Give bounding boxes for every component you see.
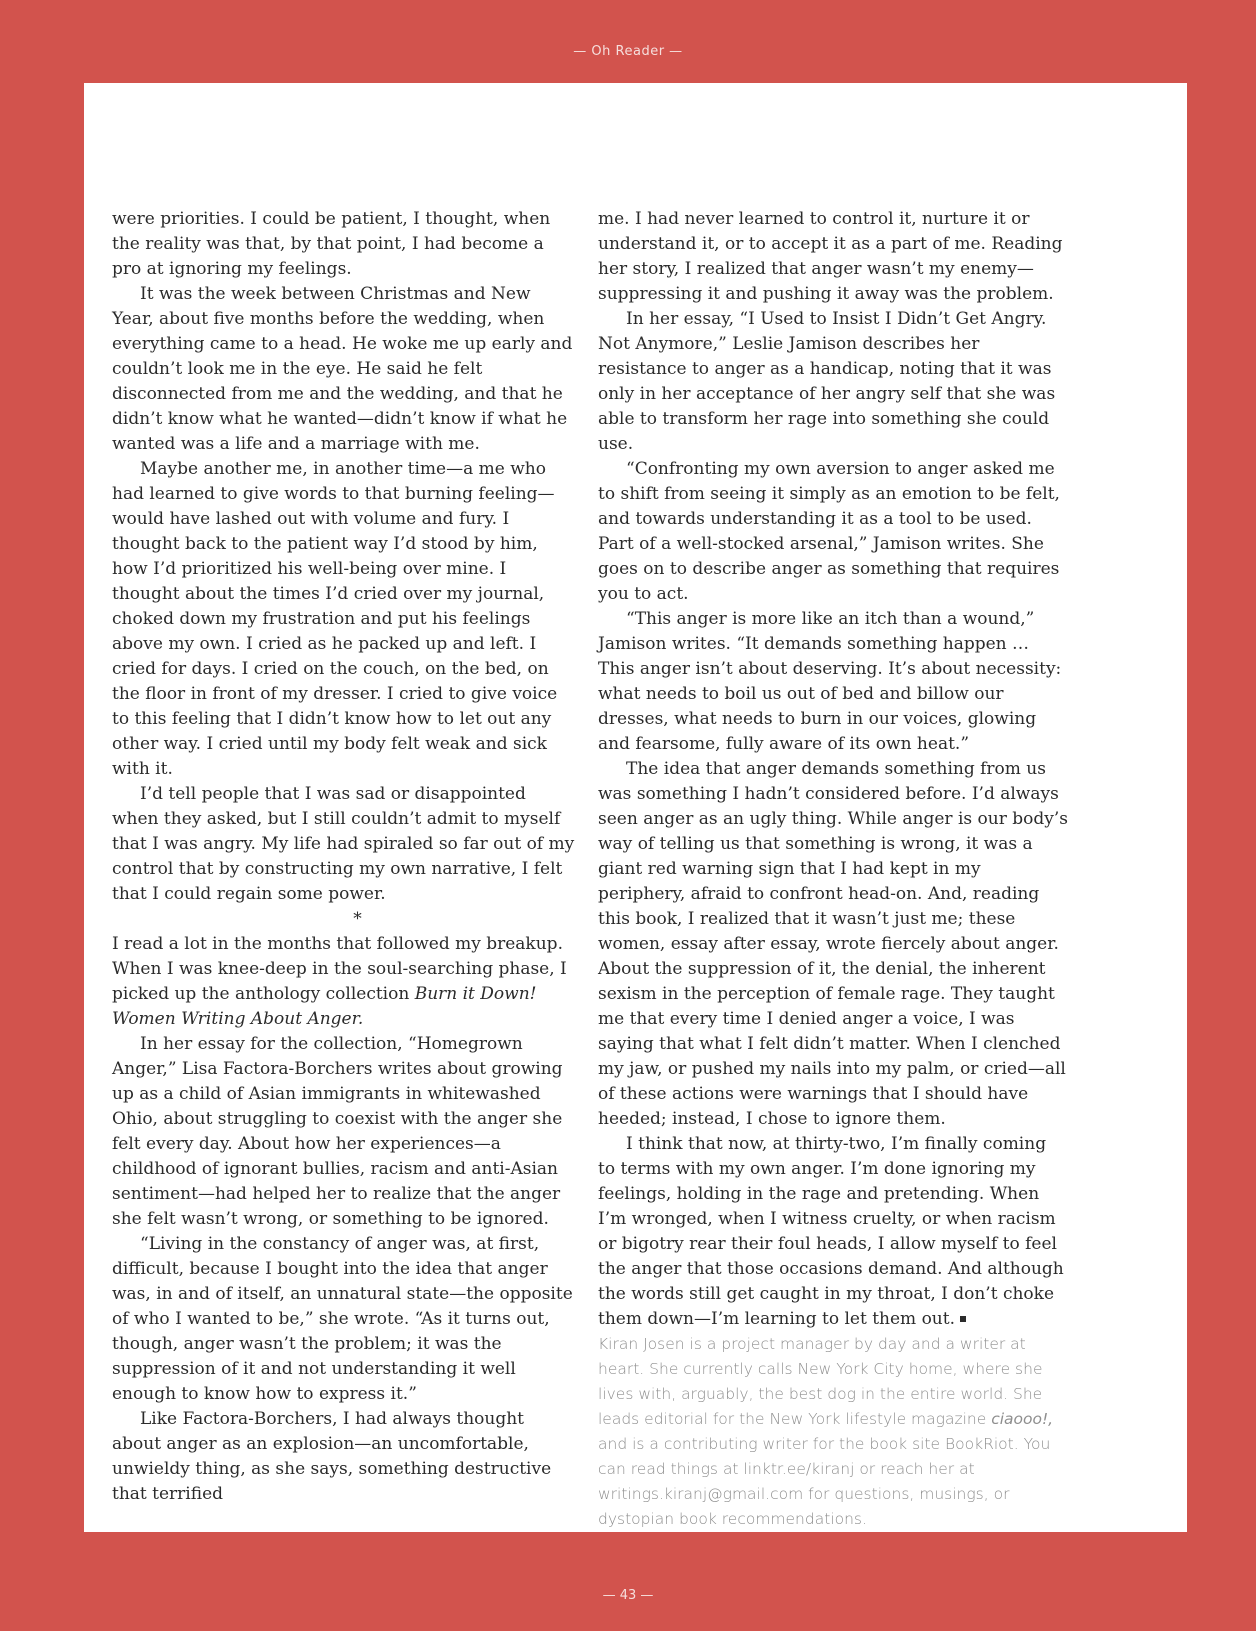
paragraph: Like Factora-Borchers, I had always thought about anger as an explosion—an uncomfortable, unwieldy thing, as she says, something destructive that terrified — [112, 1409, 552, 1504]
running-head: — Oh Reader — — [573, 44, 683, 59]
paragraph: In her essay for the collection, “Homegrown Anger,” Lisa Factora-Borchers writes about growing up as a child of Asian immigrants in whitewashed Ohio, about struggling to coexist with the anger she felt every day. About how her experiences—a childhood of ignorant bullies, racism and anti-Asian sentiment—had helped her to realize that the anger she felt wasn’t wrong, or something to be ignored. — [112, 1034, 563, 1229]
book-title: Burn it Down! Women Writing About Anger. — [112, 984, 537, 1029]
paragraph: “Confronting my own aversion to anger asked me to shift from seeing it simply as an emotion to be felt, and towards understanding it as a tool to be used. Part of a well-stocked arsenal,” Jamison writes. She goes on to describe anger as something that requires you to act. — [598, 459, 1060, 604]
paragraph: were priorities. I could be patient, I thought, when the reality was that, by that point, I had become a pro at ignoring my feelings. — [112, 209, 551, 279]
bio-text: Kiran Josen is a project manager by day and a writer at heart. She currently calls New York City home, where she lives with, arguably, the best dog in the entire world. She leads editorial for the New York lifestyle magazine — [598, 1335, 1043, 1428]
section-break: * — [353, 909, 362, 929]
author-bio — [598, 1332, 1068, 1532]
paragraph — [598, 1132, 1068, 1332]
bio-text: and is a contributing writer for the book site BookRiot. You can read things at linktr.ee/kiranj or reach her at writings.kiranj@gmail.com for questions, musings, or dystopian book recommendations. — [598, 1435, 1051, 1528]
bio-magazine: ciaooo!, — [991, 1410, 1054, 1428]
paragraph: me. I had never learned to control it, nurture it or understand it, or to accept it as a part of me. Reading her story, I realized that anger wasn’t my enemy—suppressing it and pushing it away was the problem. — [598, 209, 1063, 304]
paragraph: It was the week between Christmas and New Year, about five months before the wedding, when everything came to a head. He woke me up early and couldn’t look me in the eye. He said he felt disconnected from me and the wedding, and that he didn’t know what he wanted—didn’t know if what he wanted was a life and a marriage with me. — [112, 284, 573, 454]
paragraph: “Living in the constancy of anger was, at first, difficult, because I bought into the idea that anger was, in and of itself, an unnatural state—the opposite of who I wanted to be,” she wrote. “As it turns out, though, anger wasn’t the problem; it was the suppression of it and not understanding it well enough to know how to express it.” — [112, 1234, 573, 1404]
paragraph: The idea that anger demands something from us was something I hadn’t considered before. I’d always seen anger as an ugly thing. While anger is our body’s way of telling us that something is wrong, it was a giant red warning sign that I had kept in my periphery, afraid to confront head-on. And, reading this book, I realized that it wasn’t just me; these women, essay after essay, wrote fiercely about anger. About the suppression of it, the denial, the inherent sexism in the perception of female rage. They taught me that every time I denied anger a voice, I was saying that what I felt didn’t matter. When I clenched my jaw, or pushed my nails into my palm, or cried—all of these actions were warnings that I should have heeded; instead, I chose to ignore them. — [598, 759, 1068, 1129]
paragraph: In her essay, “I Used to Insist I Didn’t Get Angry. Not Anymore,” Leslie Jamison describes her resistance to anger as a handicap, noting that it was only in her acceptance of her angry self that she was able to transform her rage into something she could use. — [598, 309, 1056, 454]
page-number: — 43 — — [602, 1588, 654, 1603]
closing-text: I think that now, at thirty-two, I’m finally coming to terms with my own anger. I’m done ignoring my feelings, holding in the rage and pretending. When I’m wronged, when I witness cruelty, or when racism or bigotry rear their foul heads, I allow myself to feel the anger that those occasions demand. And although the words still get caught in my throat, I don’t choke them down—I’m learning to let them out. — [598, 1134, 1064, 1329]
end-mark-icon — [960, 1316, 966, 1322]
book-intro-text: I read a lot in the months that followed my breakup. When I was knee-deep in the soul-searching phase, I picked up the anthology collection — [112, 934, 567, 1004]
paragraph: “This anger is more like an itch than a wound,” Jamison writes. “It demands something happen … This anger isn’t about deserving. It’s about necessity: what needs to boil us out of bed and billow our dresses, what needs to burn in our voices, glowing and fearsome, fully aware of its own heat.” — [598, 609, 1062, 754]
paragraph: Maybe another me, in another time—a me who had learned to give words to that burning feeling—would have lashed out with volume and fury. I thought back to the patient way I’d stood by him, how I’d prioritized his well-being over mine. I thought about the times I’d cried over my journal, choked down my frustration and put his feelings above my own. I cried as he packed up and left. I cried for days. I cried on the couch, on the bed, on the floor in front of my dresser. I cried to give voice to this feeling that I didn’t know how to let out any other way. I cried until my body felt weak and sick with it. — [112, 459, 558, 779]
paragraph: I’d tell people that I was sad or disappointed when they asked, but I still couldn’t admit to myself that I was angry. My life had spiraled so far out of my control that by constructing my own narrative, I felt that I could regain some power. — [112, 784, 575, 904]
paragraph — [112, 932, 575, 1032]
article-page — [84, 83, 1187, 1532]
right-column — [598, 207, 1068, 1532]
left-column — [112, 207, 575, 1507]
